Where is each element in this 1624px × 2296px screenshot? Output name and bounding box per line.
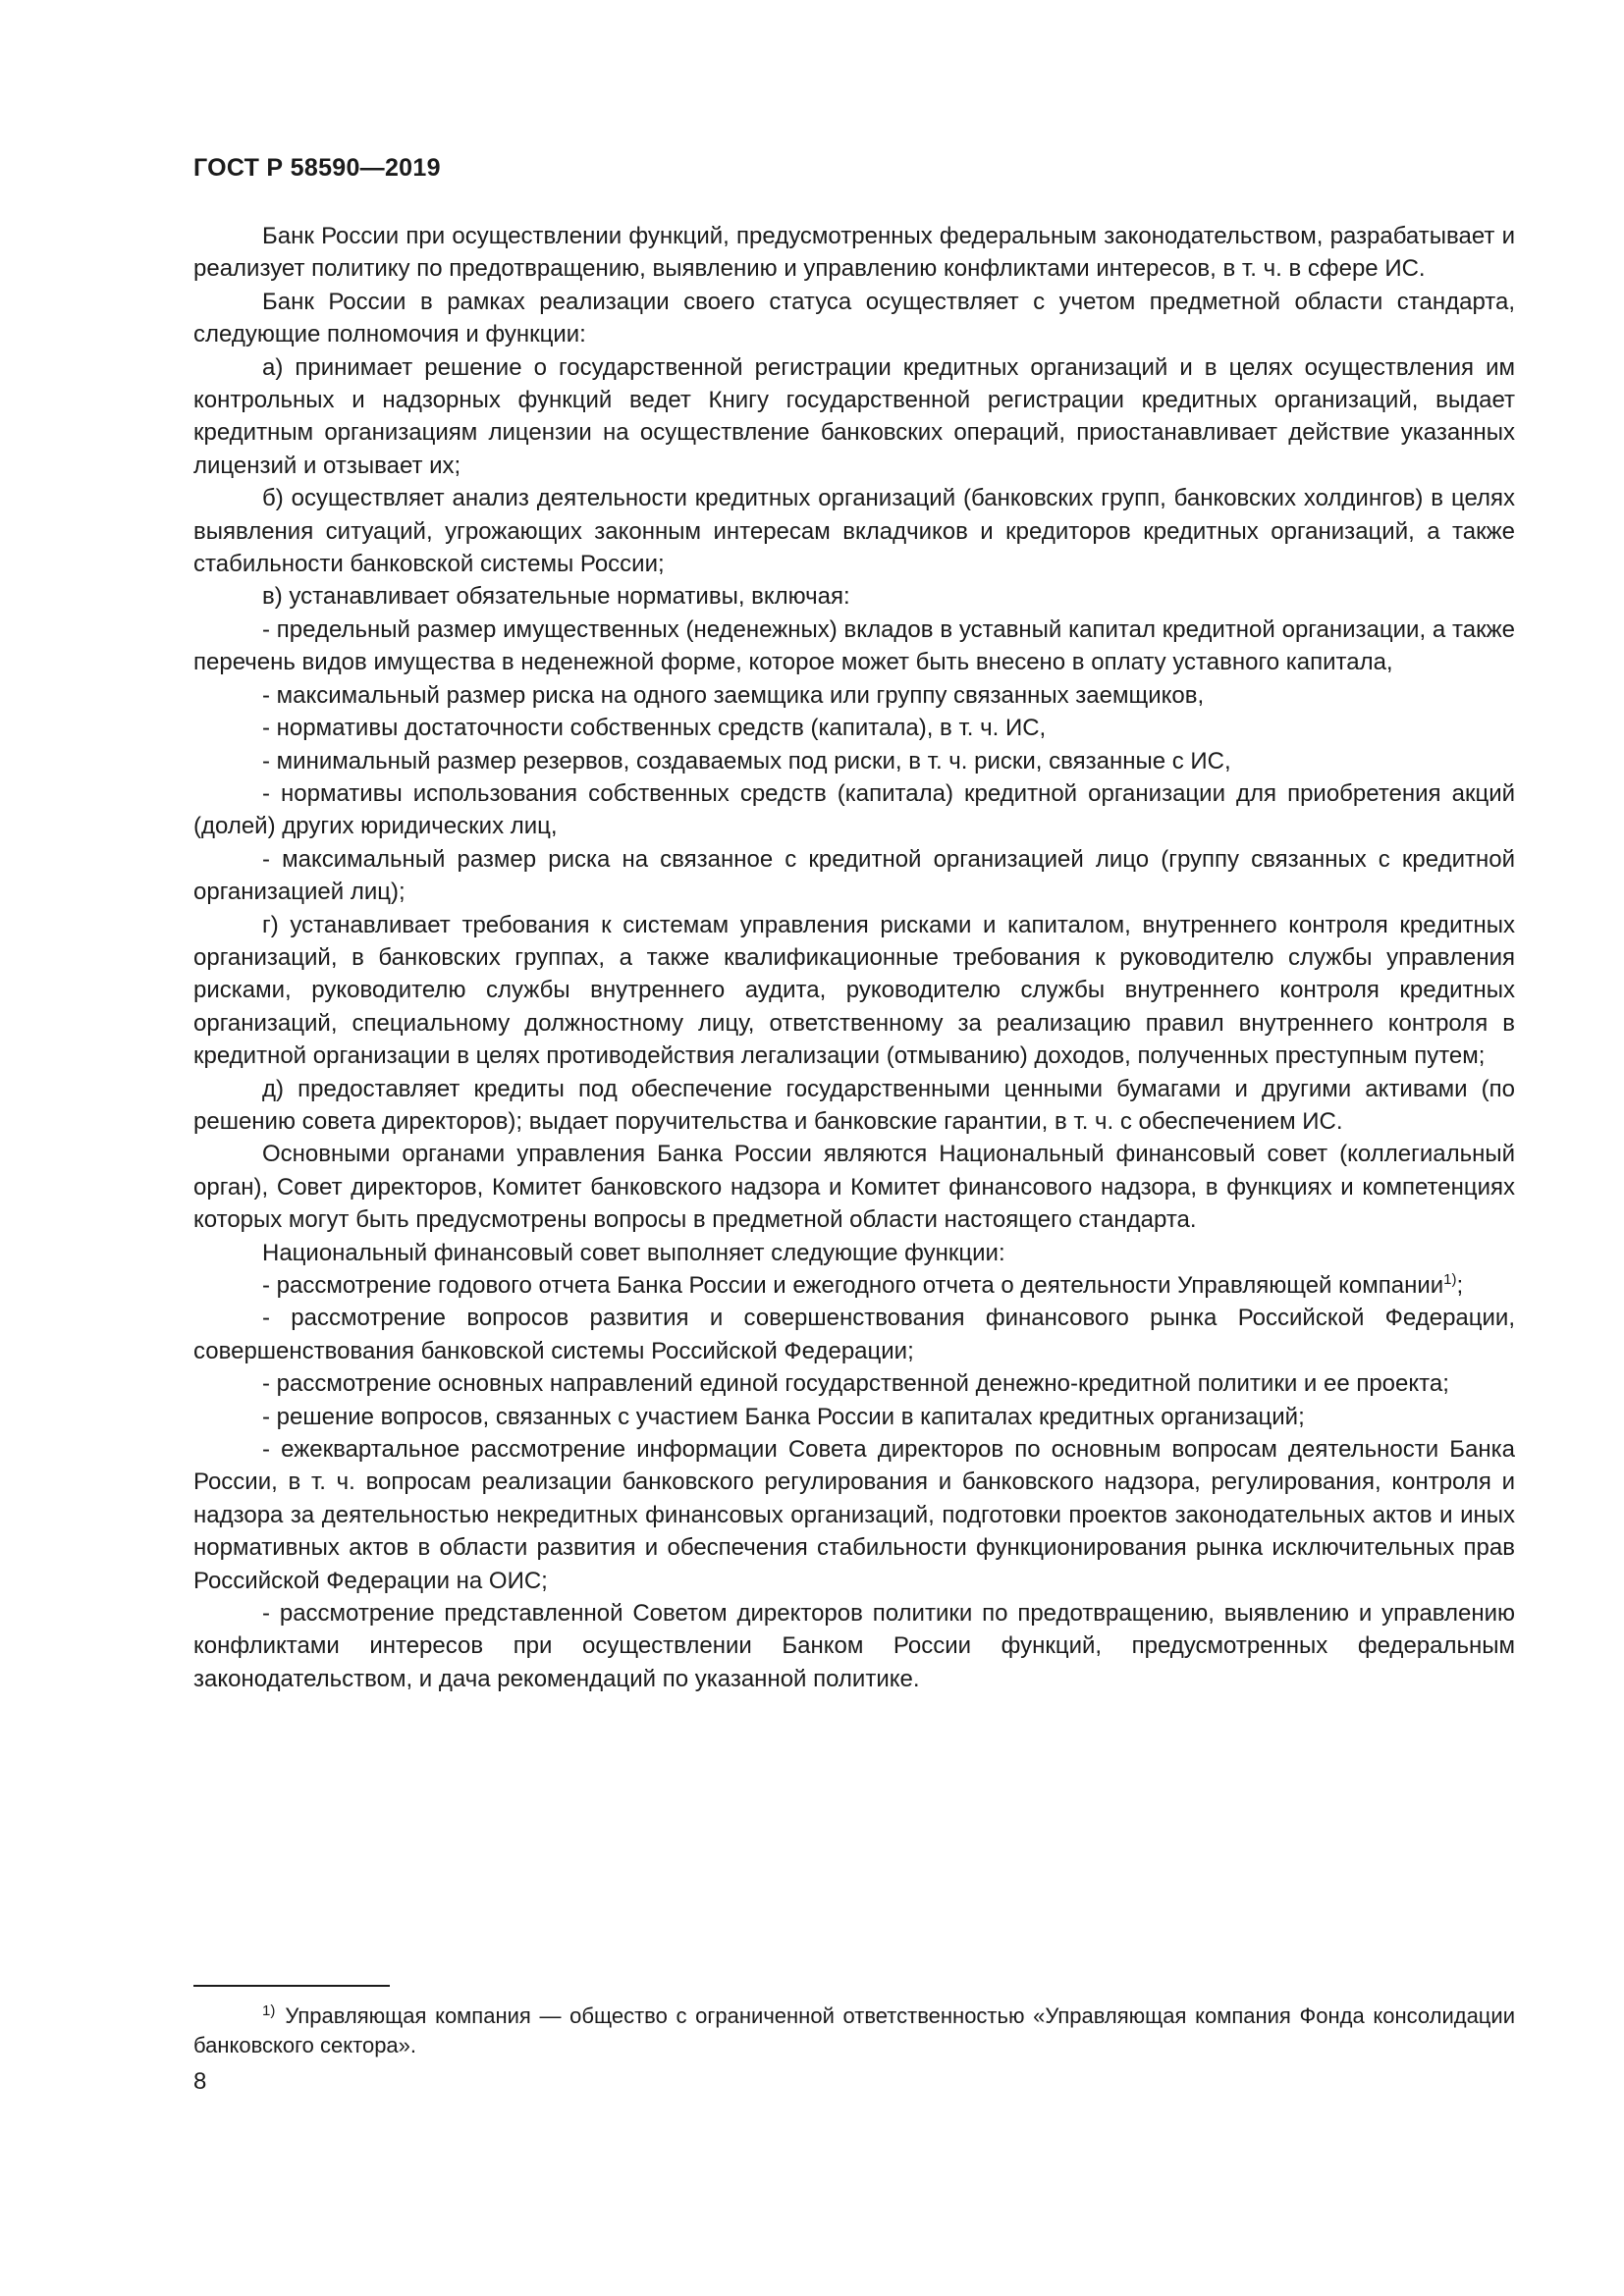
list-item: д) предоставляет кредиты под обеспечение государственными ценными бумагами и другими активами (по решению совета директоров); выдает поручительства и банковские гарантии, в т. ч. с обеспечением ИС.: [193, 1075, 1515, 1135]
footnote-text: Управляющая компания — общество с ограниченной ответственностью «Управляющая компания Фонда консолидации банковского сектора».: [193, 2003, 1515, 2057]
footnote-mark: 1): [262, 2002, 276, 2019]
list-item: в) устанавливает обязательные нормативы, включая:: [262, 583, 850, 611]
sub-list-item: - максимальный размер риска на одного заемщика или группу связанных заемщиков,: [262, 681, 1205, 709]
footnote-divider: [193, 1985, 390, 1987]
function-item: [193, 1269, 1515, 1302]
page-number: 8: [193, 2068, 207, 2095]
function-item-tail: ;: [1456, 1272, 1464, 1299]
document-body: [193, 220, 1515, 1695]
sub-list-item: - максимальный размер риска на связанное с кредитной организацией лицо (группу связанных с кредитной организацией лиц);: [193, 845, 1515, 906]
sub-list-item: - нормативы использования собственных средств (капитала) кредитной организации для приобретения акций (долей) других юридических лиц,: [193, 779, 1515, 840]
list-item: г) устанавливает требования к системам управления рисками и капиталом, внутреннего контроля кредитных организаций, в банковских группах, а также квалификационные требования к руководителю службы управления рисками, руководителю службы внутреннего аудита, руководителю службы внутреннего контроля кредитных организаций, специальному должностному лицу, ответственному за реализацию правил внутреннего контроля в кредитной организации в целях противодействия легализации (отмыванию) доходов, полученных преступным путем;: [193, 911, 1515, 1070]
footnote-reference[interactable]: 1): [1443, 1271, 1457, 1288]
footnote-paragraph: [193, 2002, 1515, 2060]
function-item: - решение вопросов, связанных с участием Банка России в капиталах кредитных организаций;: [262, 1403, 1305, 1430]
paragraph: Банк России в рамках реализации своего статуса осуществляет с учетом предметной области стандарта, следующие полномочия и функции:: [193, 288, 1515, 348]
sub-list-item: - предельный размер имущественных (неденежных) вкладов в уставный капитал кредитной организации, а также перечень видов имущества в неденежной форме, которое может быть внесено в оплату уставного капитала,: [193, 615, 1515, 676]
list-item: б) осуществляет анализ деятельности кредитных организаций (банковских групп, банковских холдингов) в целях выявления ситуаций, угрожающих законным интересам вкладчиков и кредиторов кредитных организаций, а также стабильности банковской системы России;: [193, 485, 1515, 578]
function-item: - рассмотрение основных направлений единой государственной денежно-кредитной политики и ее проекта;: [262, 1370, 1449, 1398]
sub-list-item: - нормативы достаточности собственных средств (капитала), в т. ч. ИС,: [262, 715, 1047, 742]
function-item: - рассмотрение представленной Советом директоров политики по предотвращению, выявлению и управлению конфликтами интересов при осуществлении Банком России функций, предусмотренных федеральным законодательством, и дача рекомендаций по указанной политике.: [193, 1600, 1515, 1692]
sub-list-item: - минимальный размер резервов, создаваемых под риски, в т. ч. риски, связанные с ИС,: [262, 747, 1231, 774]
list-item: а) принимает решение о государственной регистрации кредитных организаций и в целях осуществления им контрольных и надзорных функций ведет Книгу государственной регистрации кредитных организаций, выдает кредитным организациям лицензии на осуществление банковских операций, приостанавливает действие указанных лицензий и отзывает их;: [193, 353, 1515, 479]
paragraph: Основными органами управления Банка России являются Национальный финансовый совет (коллегиальный орган), Совет директоров, Комитет банковского надзора и Комитет финансового надзора, в функциях и компетенциях которых могут быть предусмотрены вопросы в предметной области настоящего стандарта.: [193, 1141, 1515, 1234]
function-item: - ежеквартальное рассмотрение информации Совета директоров по основным вопросам деятельности Банка России, в т. ч. вопросам реализации банковского регулирования и банковского надзора, регулирования, контроля и надзора за деятельностью некредитных финансовых организаций, подготовки проектов законодательных актов и иных нормативных актов в области развития и обеспечения стабильности функционирования рынка исключительных прав Российской Федерации на ОИС;: [193, 1436, 1515, 1594]
function-item: - рассмотрение вопросов развития и совершенствования финансового рынка Российской Федерации, совершенствования банковской системы Российской Федерации;: [193, 1305, 1515, 1364]
function-item-text: - рассмотрение годового отчета Банка России и ежегодного отчета о деятельности Управляющей компании: [262, 1272, 1444, 1299]
footnote: [193, 2002, 1515, 2060]
paragraph: Банк России при осуществлении функций, предусмотренных федеральным законодательством, разрабатывает и реализует политику по предотвращению, выявлению и управлению конфликтами интересов, в т. ч. в сфере ИС.: [193, 223, 1515, 283]
document-header: ГОСТ Р 58590—2019: [193, 154, 441, 182]
paragraph: Национальный финансовый совет выполняет следующие функции:: [262, 1239, 1005, 1266]
